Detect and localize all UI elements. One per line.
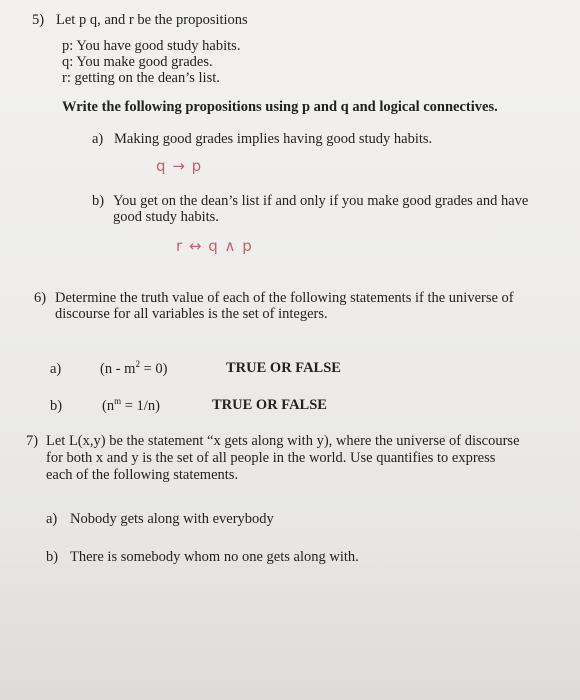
q6-line1: Determine the truth value of each of the following statements if the universe of	[55, 290, 514, 306]
q5-prop-r: r: getting on the dean’s list.	[62, 70, 220, 86]
q7a-text: Nobody gets along with everybody	[70, 511, 274, 527]
q7b-text: There is somebody whom no one gets along with.	[70, 549, 359, 565]
q5-instruction: Write the following propositions using p and q and logical connectives.	[62, 99, 498, 115]
q5-prop-q: q: You make good grades.	[62, 54, 213, 70]
q7-line2: for both x and y is the set of all people in the world. Use quantifies to express	[46, 450, 496, 466]
q6a-expression: $(n - m^2 = 0)$	[100, 359, 168, 377]
q7a-label: a)	[46, 511, 58, 527]
q5b-line1: You get on the dean’s list if and only if you make good grades and have	[113, 193, 529, 209]
q7-line1: Let L(x,y) be the statement “x gets along with y), where the universe of discourse	[46, 433, 520, 449]
q7-number: 7)	[26, 433, 39, 449]
q5b-handwritten-answer: r ↔ q ∧ p	[176, 237, 253, 255]
q5a-label: a)	[92, 131, 104, 147]
q6a-label: a)	[50, 361, 62, 377]
q6-line2: discourse for all variables is the set of integers.	[55, 306, 328, 322]
q6a-true-or-false: TRUE OR FALSE	[226, 360, 341, 376]
q5-number: 5)	[32, 12, 45, 28]
q6b-expression: $(n^m = 1/n)$	[102, 396, 160, 414]
q7-line3: each of the following statements.	[46, 467, 239, 483]
q5b-label: b)	[92, 193, 105, 209]
q5b-line2: good study habits.	[113, 209, 219, 225]
q7b-label: b)	[46, 549, 59, 565]
q5a-handwritten-answer: q → p	[156, 157, 203, 175]
q6b-label: b)	[50, 398, 63, 414]
q6-number: 6)	[34, 290, 47, 306]
q5-prop-p: p: You have good study habits.	[62, 38, 241, 54]
q5-intro: Let p q, and r be the propositions	[56, 12, 248, 28]
q6b-true-or-false: TRUE OR FALSE	[212, 397, 327, 413]
q5a-text: Making good grades implies having good study habits.	[114, 131, 433, 147]
